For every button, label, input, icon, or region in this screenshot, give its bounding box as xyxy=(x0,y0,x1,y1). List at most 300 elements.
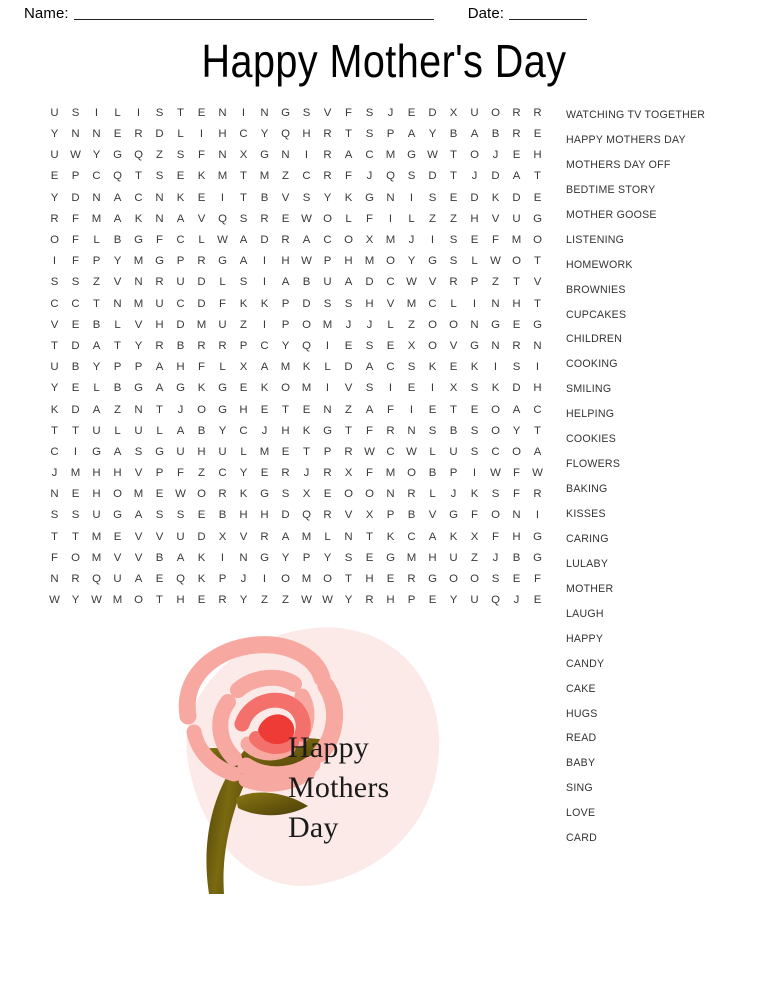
grid-cell[interactable]: Q xyxy=(176,573,185,586)
grid-cell[interactable]: B xyxy=(449,128,458,141)
grid-cell[interactable]: X xyxy=(470,530,479,543)
grid-cell[interactable]: H xyxy=(176,361,185,374)
grid-cell[interactable]: E xyxy=(260,403,269,416)
grid-cell[interactable]: E xyxy=(155,488,164,501)
grid-cell[interactable]: O xyxy=(281,573,290,586)
grid-cell[interactable]: B xyxy=(449,424,458,437)
grid-cell[interactable]: I xyxy=(388,382,393,395)
grid-cell[interactable]: A xyxy=(281,276,290,289)
grid-cell[interactable]: P xyxy=(92,255,101,268)
grid-cell[interactable]: E xyxy=(281,212,290,225)
grid-cell[interactable]: F xyxy=(366,212,373,225)
grid-cell[interactable]: R xyxy=(323,509,332,522)
grid-cell[interactable]: O xyxy=(302,318,311,331)
grid-cell[interactable]: C xyxy=(239,424,248,437)
grid-cell[interactable]: E xyxy=(533,594,542,607)
grid-cell[interactable]: T xyxy=(534,424,541,437)
grid-cell[interactable]: W xyxy=(301,594,312,607)
grid-cell[interactable]: E xyxy=(512,318,521,331)
grid-cell[interactable]: H xyxy=(512,530,521,543)
grid-cell[interactable]: D xyxy=(428,170,437,183)
grid-cell[interactable]: E xyxy=(533,191,542,204)
grid-cell[interactable]: F xyxy=(198,149,205,162)
grid-cell[interactable]: K xyxy=(302,361,311,374)
grid-cell[interactable]: R xyxy=(407,573,416,586)
grid-cell[interactable]: F xyxy=(366,424,373,437)
grid-cell[interactable]: V xyxy=(344,382,353,395)
grid-cell[interactable]: E xyxy=(533,128,542,141)
grid-cell[interactable]: P xyxy=(323,255,332,268)
grid-cell[interactable]: T xyxy=(282,403,289,416)
grid-cell[interactable]: C xyxy=(50,297,59,310)
grid-cell[interactable]: V xyxy=(533,276,542,289)
grid-cell[interactable]: E xyxy=(512,573,521,586)
grid-cell[interactable]: P xyxy=(386,509,395,522)
grid-cell[interactable]: D xyxy=(197,530,206,543)
grid-cell[interactable]: V xyxy=(134,530,143,543)
grid-cell[interactable]: G xyxy=(407,149,416,162)
grid-cell[interactable]: T xyxy=(345,573,352,586)
grid-cell[interactable]: N xyxy=(407,424,416,437)
grid-cell[interactable]: Y xyxy=(50,191,59,204)
grid-cell[interactable]: B xyxy=(260,191,269,204)
grid-cell[interactable]: S xyxy=(365,106,374,119)
grid-cell[interactable]: J xyxy=(51,467,58,480)
grid-cell[interactable]: U xyxy=(512,212,521,225)
grid-cell[interactable]: S xyxy=(428,424,437,437)
grid-cell[interactable]: S xyxy=(281,488,290,501)
grid-cell[interactable]: I xyxy=(388,212,393,225)
grid-cell[interactable]: A xyxy=(365,361,374,374)
grid-cell[interactable]: U xyxy=(176,445,185,458)
grid-cell[interactable]: R xyxy=(197,339,206,352)
grid-cell[interactable]: K xyxy=(197,573,206,586)
grid-cell[interactable]: Y xyxy=(218,424,227,437)
grid-cell[interactable]: F xyxy=(72,234,79,247)
grid-cell[interactable]: N xyxy=(71,128,80,141)
grid-cell[interactable]: M xyxy=(364,255,375,268)
grid-cell[interactable]: E xyxy=(260,467,269,480)
grid-cell[interactable]: L xyxy=(198,234,205,247)
grid-cell[interactable]: E xyxy=(449,191,458,204)
grid-cell[interactable]: R xyxy=(218,488,227,501)
word-list-item[interactable]: COOKIES xyxy=(566,433,617,446)
grid-cell[interactable]: V xyxy=(113,551,122,564)
grid-cell[interactable]: K xyxy=(197,170,206,183)
grid-cell[interactable]: A xyxy=(344,149,353,162)
grid-cell[interactable]: W xyxy=(91,594,102,607)
grid-cell[interactable]: G xyxy=(260,149,269,162)
grid-cell[interactable]: L xyxy=(93,234,100,247)
grid-cell[interactable]: W xyxy=(49,594,60,607)
grid-cell[interactable]: Q xyxy=(113,170,122,183)
grid-cell[interactable]: W xyxy=(364,445,375,458)
grid-cell[interactable]: W xyxy=(301,255,312,268)
grid-cell[interactable]: E xyxy=(71,488,80,501)
grid-cell[interactable]: F xyxy=(177,467,184,480)
name-input-line[interactable] xyxy=(74,6,434,20)
grid-cell[interactable]: F xyxy=(366,467,373,480)
grid-cell[interactable]: G xyxy=(386,551,395,564)
grid-cell[interactable]: K xyxy=(260,297,269,310)
grid-cell[interactable]: D xyxy=(197,297,206,310)
grid-cell[interactable]: I xyxy=(136,106,141,119)
grid-cell[interactable]: R xyxy=(512,106,521,119)
word-list-item[interactable]: BROWNIES xyxy=(566,283,626,296)
grid-cell[interactable]: M xyxy=(385,149,396,162)
grid-cell[interactable]: D xyxy=(71,191,80,204)
grid-cell[interactable]: K xyxy=(449,530,458,543)
grid-cell[interactable]: A xyxy=(344,276,353,289)
grid-cell[interactable]: T xyxy=(345,424,352,437)
grid-cell[interactable]: M xyxy=(112,594,123,607)
grid-cell[interactable]: K xyxy=(491,191,500,204)
grid-cell[interactable]: O xyxy=(386,255,395,268)
grid-cell[interactable]: S xyxy=(323,297,332,310)
grid-cell[interactable]: G xyxy=(491,318,500,331)
grid-cell[interactable]: N xyxy=(92,128,101,141)
grid-cell[interactable]: Q xyxy=(92,573,101,586)
grid-cell[interactable]: U xyxy=(323,276,332,289)
grid-cell[interactable]: M xyxy=(133,255,144,268)
grid-cell[interactable]: F xyxy=(345,106,352,119)
grid-cell[interactable]: H xyxy=(365,573,374,586)
grid-cell[interactable]: K xyxy=(386,530,395,543)
grid-cell[interactable]: N xyxy=(386,488,395,501)
grid-cell[interactable]: O xyxy=(491,106,500,119)
grid-cell[interactable]: J xyxy=(177,403,184,416)
grid-cell[interactable]: X xyxy=(449,106,458,119)
grid-cell[interactable]: B xyxy=(491,128,500,141)
grid-cell[interactable]: U xyxy=(449,445,458,458)
grid-cell[interactable]: G xyxy=(428,573,437,586)
grid-cell[interactable]: F xyxy=(156,234,163,247)
grid-cell[interactable]: V xyxy=(134,551,143,564)
grid-cell[interactable]: Q xyxy=(302,509,311,522)
grid-cell[interactable]: I xyxy=(52,255,57,268)
grid-cell[interactable]: E xyxy=(449,361,458,374)
grid-cell[interactable]: E xyxy=(344,339,353,352)
grid-cell[interactable]: S xyxy=(470,424,479,437)
grid-cell[interactable]: N xyxy=(533,339,542,352)
grid-cell[interactable]: R xyxy=(71,573,80,586)
grid-cell[interactable]: D xyxy=(365,276,374,289)
grid-cell[interactable]: S xyxy=(155,170,164,183)
grid-cell[interactable]: Z xyxy=(450,212,457,225)
grid-cell[interactable]: T xyxy=(93,297,100,310)
grid-cell[interactable]: Z xyxy=(93,276,100,289)
grid-cell[interactable]: M xyxy=(91,551,102,564)
grid-cell[interactable]: S xyxy=(71,106,80,119)
grid-cell[interactable]: Z xyxy=(198,467,205,480)
grid-cell[interactable]: T xyxy=(240,191,247,204)
grid-cell[interactable]: Z xyxy=(492,276,499,289)
grid-cell[interactable]: M xyxy=(196,318,207,331)
grid-cell[interactable]: J xyxy=(450,488,457,501)
grid-cell[interactable]: S xyxy=(71,509,80,522)
grid-cell[interactable]: G xyxy=(260,488,269,501)
grid-cell[interactable]: O xyxy=(428,339,437,352)
grid-cell[interactable]: W xyxy=(490,255,501,268)
grid-cell[interactable]: P xyxy=(155,467,164,480)
grid-cell[interactable]: A xyxy=(533,445,542,458)
grid-cell[interactable]: S xyxy=(50,509,59,522)
grid-cell[interactable]: N xyxy=(155,191,164,204)
grid-cell[interactable]: U xyxy=(50,149,59,162)
grid-cell[interactable]: S xyxy=(365,339,374,352)
grid-cell[interactable]: E xyxy=(407,382,416,395)
grid-cell[interactable]: M xyxy=(301,530,312,543)
grid-cell[interactable]: M xyxy=(91,212,102,225)
grid-cell[interactable]: M xyxy=(70,467,81,480)
grid-cell[interactable]: H xyxy=(281,424,290,437)
grid-cell[interactable]: H xyxy=(428,551,437,564)
grid-cell[interactable]: M xyxy=(406,551,417,564)
grid-cell[interactable]: G xyxy=(323,424,332,437)
grid-cell[interactable]: I xyxy=(73,445,78,458)
grid-cell[interactable]: R xyxy=(50,212,59,225)
grid-cell[interactable]: Y xyxy=(134,339,143,352)
word-list-item[interactable]: BAKING xyxy=(566,483,608,496)
grid-cell[interactable]: I xyxy=(220,551,225,564)
word-list-item[interactable]: READ xyxy=(566,732,597,745)
grid-cell[interactable]: U xyxy=(92,509,101,522)
grid-cell[interactable]: Y xyxy=(281,339,290,352)
grid-cell[interactable]: O xyxy=(281,382,290,395)
grid-cell[interactable]: U xyxy=(176,276,185,289)
grid-cell[interactable]: R xyxy=(134,128,143,141)
grid-cell[interactable]: C xyxy=(386,445,395,458)
grid-cell[interactable]: L xyxy=(324,530,331,543)
word-list-item[interactable]: HUGS xyxy=(566,707,598,720)
grid-cell[interactable]: O xyxy=(407,467,416,480)
grid-cell[interactable]: X xyxy=(239,361,248,374)
grid-cell[interactable]: N xyxy=(218,106,227,119)
word-list-item[interactable]: BABY xyxy=(566,757,596,770)
grid-cell[interactable]: O xyxy=(113,488,122,501)
grid-cell[interactable]: F xyxy=(492,530,499,543)
grid-cell[interactable]: X xyxy=(407,339,416,352)
grid-cell[interactable]: M xyxy=(301,382,312,395)
grid-cell[interactable]: I xyxy=(199,128,204,141)
grid-cell[interactable]: R xyxy=(407,488,416,501)
grid-cell[interactable]: P xyxy=(281,318,290,331)
grid-cell[interactable]: V xyxy=(449,339,458,352)
grid-cell[interactable]: S xyxy=(344,297,353,310)
grid-cell[interactable]: L xyxy=(219,276,226,289)
word-list-item[interactable]: MOTHERS DAY OFF xyxy=(566,158,671,171)
grid-cell[interactable]: N xyxy=(491,297,500,310)
grid-cell[interactable]: N xyxy=(134,276,143,289)
grid-cell[interactable]: Y xyxy=(239,594,248,607)
grid-cell[interactable]: B xyxy=(113,234,122,247)
grid-cell[interactable]: O xyxy=(50,234,59,247)
grid-cell[interactable]: P xyxy=(386,128,395,141)
grid-cell[interactable]: O xyxy=(197,403,206,416)
grid-cell[interactable]: D xyxy=(302,297,311,310)
grid-cell[interactable]: N xyxy=(512,509,521,522)
grid-cell[interactable]: Y xyxy=(260,128,269,141)
grid-cell[interactable]: P xyxy=(323,445,332,458)
grid-cell[interactable]: U xyxy=(113,573,122,586)
grid-cell[interactable]: J xyxy=(303,467,310,480)
grid-cell[interactable]: E xyxy=(71,382,80,395)
grid-cell[interactable]: E xyxy=(323,488,332,501)
word-list-item[interactable]: LAUGH xyxy=(566,607,604,620)
grid-cell[interactable]: S xyxy=(176,149,185,162)
grid-cell[interactable]: J xyxy=(408,234,415,247)
grid-cell[interactable]: D xyxy=(260,234,269,247)
grid-cell[interactable]: H xyxy=(533,149,542,162)
grid-cell[interactable]: G xyxy=(134,382,143,395)
grid-cell[interactable]: W xyxy=(490,467,501,480)
grid-cell[interactable]: S xyxy=(491,573,500,586)
grid-cell[interactable]: D xyxy=(470,191,479,204)
grid-cell[interactable]: R xyxy=(512,339,521,352)
grid-cell[interactable]: P xyxy=(218,573,227,586)
word-list-item[interactable]: FLOWERS xyxy=(566,458,621,471)
grid-cell[interactable]: B xyxy=(302,276,311,289)
grid-cell[interactable]: I xyxy=(493,361,498,374)
grid-cell[interactable]: O xyxy=(470,149,479,162)
grid-cell[interactable]: B xyxy=(197,424,206,437)
grid-cell[interactable]: P xyxy=(71,170,80,183)
grid-cell[interactable]: U xyxy=(218,318,227,331)
grid-cell[interactable]: C xyxy=(176,297,185,310)
grid-cell[interactable]: S xyxy=(302,191,311,204)
grid-cell[interactable]: O xyxy=(449,318,458,331)
word-list-item[interactable]: BEDTIME STORY xyxy=(566,183,656,196)
grid-cell[interactable]: U xyxy=(155,297,164,310)
grid-cell[interactable]: E xyxy=(113,128,122,141)
grid-cell[interactable]: E xyxy=(197,509,206,522)
grid-cell[interactable]: Q xyxy=(218,212,227,225)
grid-cell[interactable]: M xyxy=(406,297,417,310)
grid-cell[interactable]: T xyxy=(51,424,58,437)
grid-cell[interactable]: F xyxy=(471,509,478,522)
grid-cell[interactable]: A xyxy=(365,403,374,416)
grid-cell[interactable]: I xyxy=(325,382,330,395)
grid-cell[interactable]: E xyxy=(428,594,437,607)
grid-cell[interactable]: J xyxy=(261,424,268,437)
grid-cell[interactable]: U xyxy=(134,424,143,437)
grid-cell[interactable]: S xyxy=(71,276,80,289)
grid-cell[interactable]: B xyxy=(113,382,122,395)
grid-cell[interactable]: K xyxy=(197,551,206,564)
grid-cell[interactable]: E xyxy=(428,403,437,416)
grid-cell[interactable]: M xyxy=(259,445,270,458)
grid-cell[interactable]: Y xyxy=(113,255,122,268)
grid-cell[interactable]: C xyxy=(134,191,143,204)
grid-cell[interactable]: J xyxy=(492,551,499,564)
grid-cell[interactable]: R xyxy=(155,339,164,352)
grid-cell[interactable]: Z xyxy=(471,551,478,564)
grid-cell[interactable]: D xyxy=(491,170,500,183)
grid-cell[interactable]: M xyxy=(301,573,312,586)
grid-cell[interactable]: L xyxy=(387,318,394,331)
grid-cell[interactable]: Q xyxy=(386,170,395,183)
grid-cell[interactable]: Y xyxy=(449,594,458,607)
grid-cell[interactable]: C xyxy=(323,234,332,247)
grid-cell[interactable]: F xyxy=(72,212,79,225)
grid-cell[interactable]: K xyxy=(302,424,311,437)
grid-cell[interactable]: S xyxy=(449,255,458,268)
grid-cell[interactable]: Y xyxy=(344,594,353,607)
grid-cell[interactable]: K xyxy=(176,191,185,204)
grid-cell[interactable]: M xyxy=(511,234,522,247)
grid-cell[interactable]: U xyxy=(470,106,479,119)
grid-cell[interactable]: U xyxy=(218,445,227,458)
grid-cell[interactable]: K xyxy=(344,191,353,204)
grid-cell[interactable]: X xyxy=(365,509,374,522)
grid-cell[interactable]: Q xyxy=(134,149,143,162)
grid-cell[interactable]: S xyxy=(239,212,248,225)
grid-cell[interactable]: H xyxy=(533,382,542,395)
grid-cell[interactable]: S xyxy=(428,191,437,204)
grid-cell[interactable]: T xyxy=(135,170,142,183)
grid-cell[interactable]: Z xyxy=(282,170,289,183)
grid-cell[interactable]: B xyxy=(92,318,101,331)
grid-cell[interactable]: L xyxy=(324,361,331,374)
word-list-item[interactable]: SMILING xyxy=(566,383,612,396)
grid-cell[interactable]: I xyxy=(409,403,414,416)
grid-cell[interactable]: Y xyxy=(92,361,101,374)
grid-cell[interactable]: E xyxy=(512,149,521,162)
grid-cell[interactable]: C xyxy=(260,339,269,352)
grid-cell[interactable]: L xyxy=(177,128,184,141)
grid-cell[interactable]: M xyxy=(385,234,396,247)
grid-cell[interactable]: R xyxy=(533,488,542,501)
grid-cell[interactable]: H xyxy=(176,594,185,607)
grid-cell[interactable]: T xyxy=(450,403,457,416)
grid-cell[interactable]: R xyxy=(323,170,332,183)
grid-cell[interactable]: R xyxy=(365,594,374,607)
grid-cell[interactable]: O xyxy=(344,488,353,501)
word-list-item[interactable]: WATCHING TV TOGETHER xyxy=(566,109,706,121)
grid-cell[interactable]: H xyxy=(239,403,248,416)
grid-cell[interactable]: G xyxy=(281,106,290,119)
grid-cell[interactable]: B xyxy=(176,339,185,352)
grid-cell[interactable]: R xyxy=(218,339,227,352)
grid-cell[interactable]: E xyxy=(407,106,416,119)
word-list-item[interactable]: HOMEWORK xyxy=(566,258,633,271)
grid-cell[interactable]: M xyxy=(91,530,102,543)
grid-cell[interactable]: C xyxy=(533,403,542,416)
grid-cell[interactable]: F xyxy=(72,255,79,268)
grid-cell[interactable]: L xyxy=(450,297,457,310)
grid-cell[interactable]: K xyxy=(239,488,248,501)
date-input-line[interactable] xyxy=(509,6,587,20)
word-list-item[interactable]: CANDY xyxy=(566,657,605,670)
grid-cell[interactable]: C xyxy=(365,149,374,162)
grid-cell[interactable]: I xyxy=(535,361,540,374)
grid-cell[interactable]: N xyxy=(155,212,164,225)
grid-cell[interactable]: S xyxy=(344,551,353,564)
grid-cell[interactable]: S xyxy=(155,509,164,522)
grid-cell[interactable]: T xyxy=(156,403,163,416)
grid-cell[interactable]: O xyxy=(344,234,353,247)
grid-cell[interactable]: D xyxy=(71,339,80,352)
grid-cell[interactable]: N xyxy=(386,191,395,204)
grid-cell[interactable]: R xyxy=(323,467,332,480)
grid-cell[interactable]: J xyxy=(345,318,352,331)
grid-cell[interactable]: P xyxy=(281,297,290,310)
grid-cell[interactable]: N xyxy=(134,403,143,416)
grid-cell[interactable]: R xyxy=(512,128,521,141)
word-list-item[interactable]: CAKE xyxy=(566,682,596,695)
grid-cell[interactable]: H xyxy=(470,212,479,225)
grid-cell[interactable]: A xyxy=(155,361,164,374)
